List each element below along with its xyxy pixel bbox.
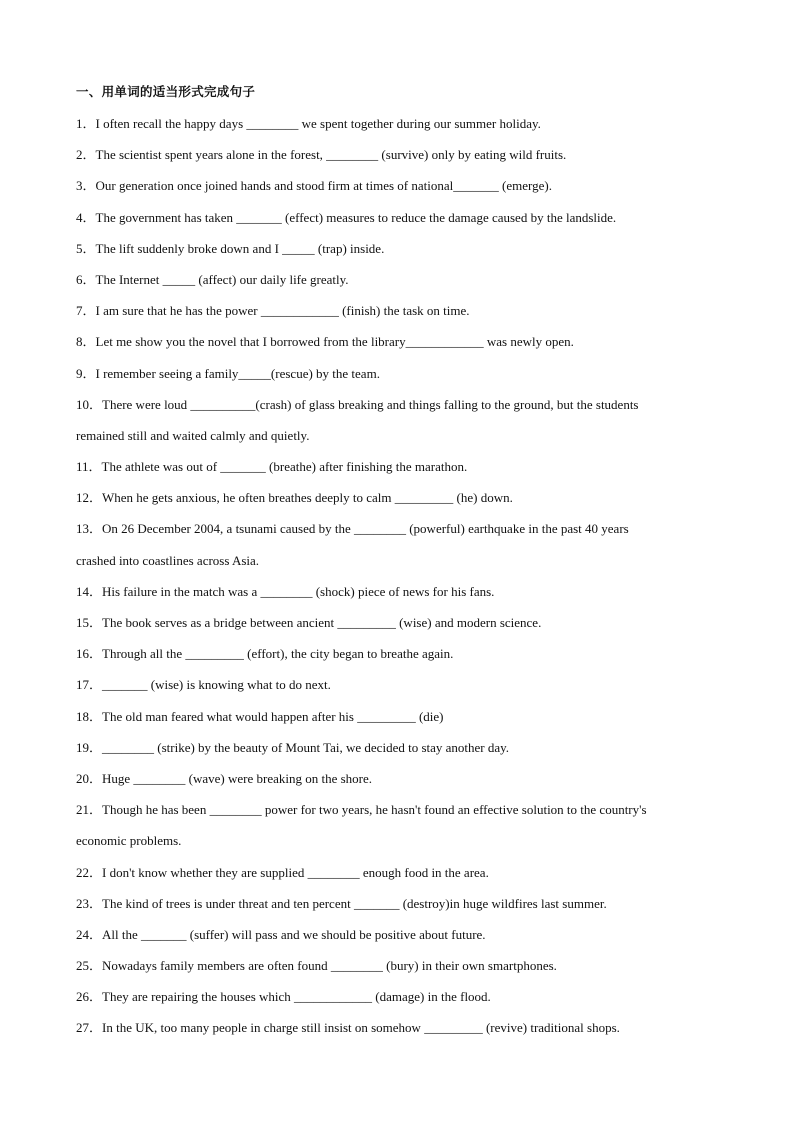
section-heading: 一、用单词的适当形式完成句子 [76, 84, 256, 99]
exercise-line: 18．The old man feared what would happen after his _________ (die) [76, 708, 444, 724]
exercise-line: 11．The athlete was out of _______ (breathe) after finishing the marathon. [76, 459, 468, 475]
exercise-line: 15．The book serves as a bridge between ancient _________ (wise) and modern science. [76, 615, 542, 630]
exercise-line: 1．I often recall the happy days ________ we spent together during our summer holiday. [76, 116, 541, 131]
exercise-line: 13．On 26 December 2004, a tsunami caused by the ________ (powerful) earthquake in the past 40 years [76, 521, 629, 537]
exercise-line-continuation: crashed into coastlines across Asia. [76, 552, 260, 568]
exercise-line-continuation: economic problems. [76, 833, 182, 849]
exercise-line: 3．Our generation once joined hands and stood firm at times of national_______ (emerge). [76, 178, 552, 194]
exercise-line: 19．________ (strike) by the beauty of Mount Tai, we decided to stay another day. [76, 739, 510, 755]
exercise-line: 4．The government has taken _______ (effect) measures to reduce the damage caused by the landslide. [76, 209, 617, 225]
exercise-line: 5．The lift suddenly broke down and I _____ (trap) inside. [76, 240, 385, 256]
exercise-line: 27．In the UK, too many people in charge still insist on somehow _________ (revive) traditional shops. [76, 1020, 620, 1036]
exercise-line: 21．Though he has been ________ power for two years, he hasn't found an effective solution to the country's [76, 802, 647, 818]
exercise-list [76, 108, 716, 1044]
exercise-line: 25．Nowadays family members are often found ________ (bury) in their own smartphones. [76, 958, 557, 974]
exercise-line: 10．There were loud __________(crash) of glass breaking and things falling to the ground, but the students [76, 396, 639, 412]
exercise-line: 16．Through all the _________ (effort), the city began to breathe again. [76, 646, 454, 662]
exercise-line: 14．His failure in the match was a ________ (shock) piece of news for his fans. [76, 583, 495, 599]
exercise-line: 17．_______ (wise) is knowing what to do next. [76, 677, 331, 693]
exercise-line: 7．I am sure that he has the power ____________ (finish) the task on time. [76, 303, 470, 319]
exercise-line: 6．The Internet _____ (affect) our daily life greatly. [76, 271, 349, 287]
exercise-line: 22．I don't know whether they are supplied ________ enough food in the area. [76, 864, 489, 880]
exercise-line: 8．Let me show you the novel that I borrowed from the library____________ was newly open. [76, 334, 574, 350]
exercise-line: 12．When he gets anxious, he often breathes deeply to calm _________ (he) down. [76, 490, 513, 506]
exercise-line: 9．I remember seeing a family_____(rescue) by the team. [76, 365, 380, 381]
exercise-line: 20．Huge ________ (wave) were breaking on the shore. [76, 770, 373, 786]
exercise-line-continuation: remained still and waited calmly and quietly. [76, 427, 310, 443]
exercise-line: 24．All the _______ (suffer) will pass and we should be positive about future. [76, 926, 486, 942]
exercise-line: 26．They are repairing the houses which ____________ (damage) in the flood. [76, 989, 491, 1005]
exercise-line: 2．The scientist spent years alone in the forest, ________ (survive) only by eating wild fruits. [76, 147, 567, 163]
exercise-line: 23．The kind of trees is under threat and ten percent _______ (destroy)in huge wildfires last summer. [76, 895, 607, 911]
